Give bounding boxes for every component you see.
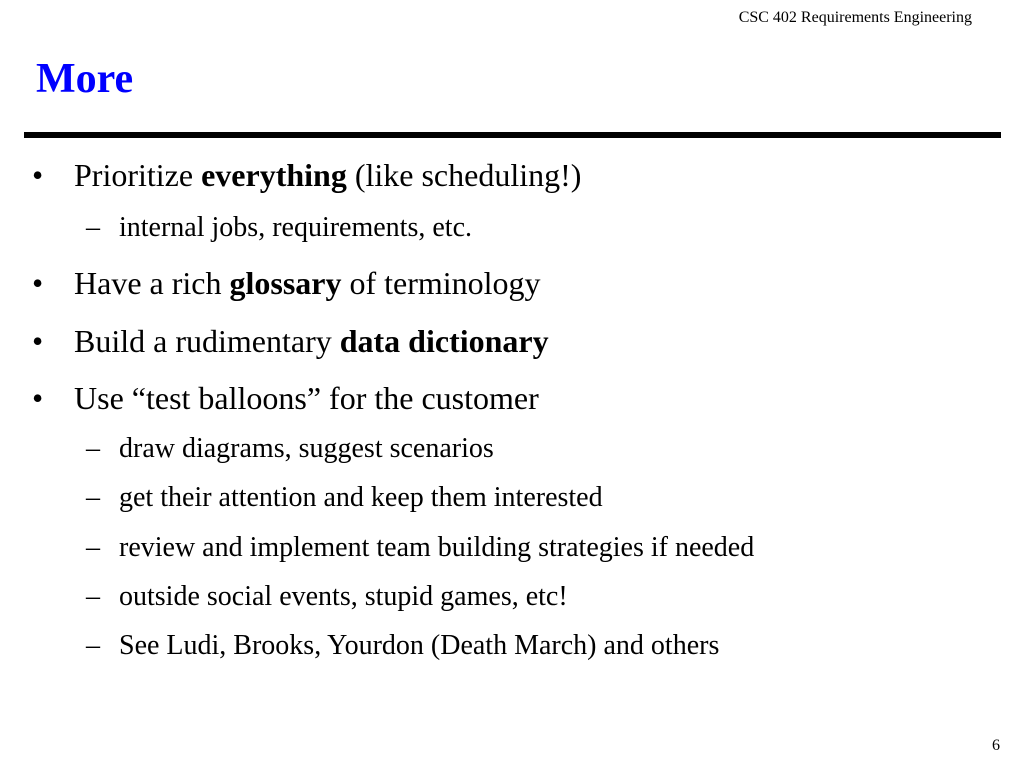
slide-title: More bbox=[36, 56, 134, 102]
bullet-prioritize bbox=[32, 156, 581, 194]
bullet-text-suffix: of terminology bbox=[341, 265, 541, 301]
bullet-emphasis: glossary bbox=[229, 265, 342, 301]
subitem-marker: – bbox=[86, 212, 100, 243]
subitem-draw-diagrams bbox=[86, 433, 494, 465]
bullet-text: Prioritize bbox=[74, 157, 202, 193]
bullet-test-balloons bbox=[32, 379, 539, 417]
subitem-text: outside social events, stupid games, etc! bbox=[119, 581, 568, 612]
subitem-get-attention bbox=[86, 482, 603, 514]
page-number: 6 bbox=[992, 737, 1000, 754]
subitem-marker: – bbox=[86, 532, 100, 563]
subitem-see-ludi bbox=[86, 630, 719, 662]
subitem-internal-jobs bbox=[86, 212, 472, 244]
bullet-text: Build a rudimentary bbox=[74, 323, 340, 359]
bullet-marker: • bbox=[32, 157, 44, 193]
bullet-glossary bbox=[32, 264, 541, 302]
bullet-emphasis: everything bbox=[201, 157, 347, 193]
subitem-text: review and implement team building strategies if needed bbox=[119, 532, 755, 563]
subitem-text: See Ludi, Brooks, Yourdon (Death March) and others bbox=[119, 630, 720, 661]
subitem-marker: – bbox=[86, 433, 100, 464]
bullet-text: Use “test balloons” for the customer bbox=[74, 380, 539, 416]
bullet-data-dictionary bbox=[32, 322, 549, 360]
bullet-emphasis: data dictionary bbox=[339, 323, 549, 359]
subitem-text: internal jobs, requirements, etc. bbox=[119, 212, 472, 243]
bullet-marker: • bbox=[32, 265, 44, 301]
bullet-marker: • bbox=[32, 323, 44, 359]
subitem-text: draw diagrams, suggest scenarios bbox=[119, 433, 494, 464]
subitem-marker: – bbox=[86, 581, 100, 612]
subitem-team-building bbox=[86, 532, 754, 564]
subitem-text: get their attention and keep them interested bbox=[119, 482, 603, 513]
slide-header-course: CSC 402 Requirements Engineering bbox=[738, 9, 972, 26]
title-divider bbox=[24, 132, 1001, 138]
bullet-text-suffix: (like scheduling!) bbox=[346, 157, 582, 193]
subitem-social-events bbox=[86, 581, 568, 613]
subitem-marker: – bbox=[86, 482, 100, 513]
bullet-text: Have a rich bbox=[74, 265, 230, 301]
subitem-marker: – bbox=[86, 630, 100, 661]
bullet-marker: • bbox=[32, 380, 44, 416]
